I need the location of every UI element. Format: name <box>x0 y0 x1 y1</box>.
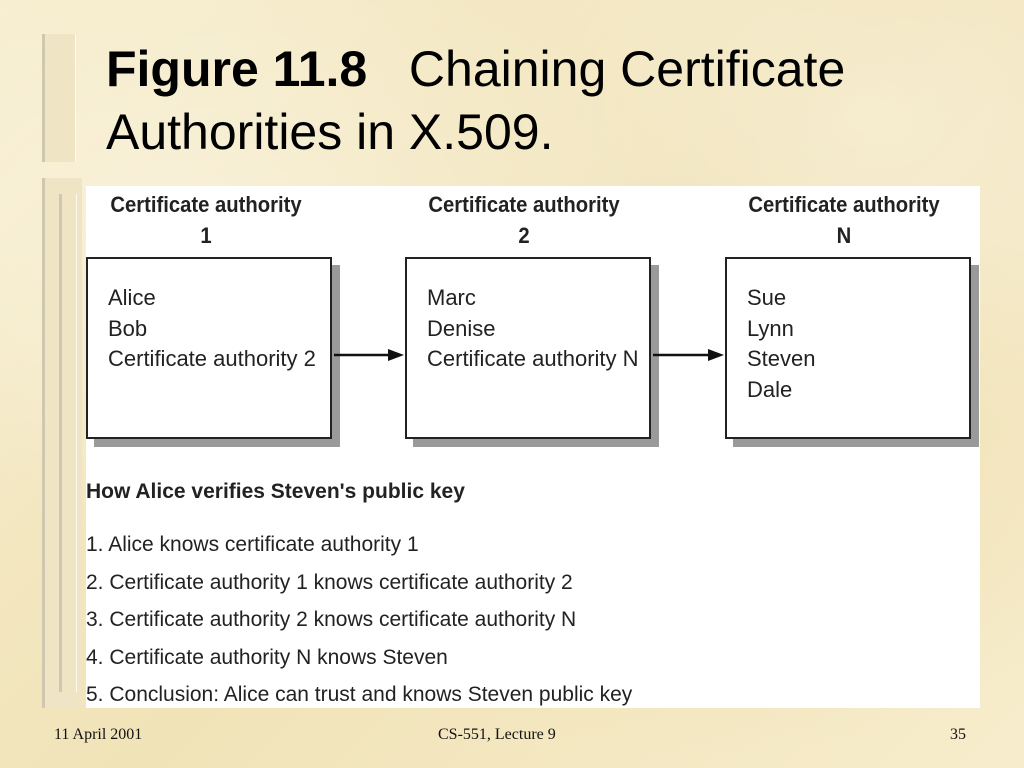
ca-header-1-number: 1 <box>200 223 212 248</box>
figure-panel <box>86 186 980 708</box>
content-accent-inner <box>59 194 77 692</box>
footer-page-number: 35 <box>950 726 966 743</box>
ca-n-member: Steven <box>747 346 816 371</box>
figure-caption: Chaining Certificate Authorities in X.509. <box>106 41 846 160</box>
ca-n-member: Dale <box>747 376 793 402</box>
footer-date: 11 April 2001 <box>54 726 143 743</box>
ca-box-1 <box>86 257 332 439</box>
ca-1-member: Alice <box>108 285 156 310</box>
footer-course: CS-551, Lecture 9 <box>438 726 556 743</box>
verification-title: How Alice verifies Steven's public key <box>86 480 465 503</box>
verification-step: 4. Certificate authority N knows Steven <box>86 645 448 669</box>
ca-box-2 <box>405 257 651 439</box>
ca-header-2 <box>404 189 643 251</box>
verification-step: 2. Certificate authority 1 knows certificate authority 2 <box>86 570 573 594</box>
ca-n-member: Sue <box>747 285 787 310</box>
ca-1-member: Certificate authority 2 <box>108 346 316 371</box>
figure-number: Figure 11.8 <box>106 41 368 97</box>
ca-2-member: Certificate authority N <box>427 346 639 371</box>
ca-header-1-label: Certificate authority <box>110 192 302 217</box>
slide-title <box>106 38 986 164</box>
arrow-ca2-to-can <box>653 349 724 361</box>
ca-header-n-label: Certificate authority <box>748 192 940 217</box>
ca-header-2-number: 2 <box>518 223 530 248</box>
title-accent-bar <box>42 34 76 162</box>
ca-box-n <box>725 257 971 439</box>
ca-1-member: Bob <box>108 315 148 341</box>
content-accent-bar <box>42 178 82 708</box>
ca-n-member: Lynn <box>747 315 794 341</box>
arrow-ca1-to-ca2 <box>334 349 404 361</box>
ca-header-2-label: Certificate authority <box>428 192 620 217</box>
verification-steps <box>86 526 632 714</box>
verification-step: 3. Certificate authority 2 knows certificate authority N <box>86 608 577 631</box>
ca-2-member: Denise <box>427 315 496 341</box>
ca-header-1 <box>86 189 325 251</box>
verification-step: 5. Conclusion: Alice can trust and knows Steven public key <box>86 683 633 706</box>
ca-2-member: Marc <box>427 285 476 310</box>
ca-header-n-number: N <box>836 223 852 248</box>
ca-header-n <box>724 189 963 251</box>
verification-step: 1. Alice knows certificate authority 1 <box>86 533 419 556</box>
